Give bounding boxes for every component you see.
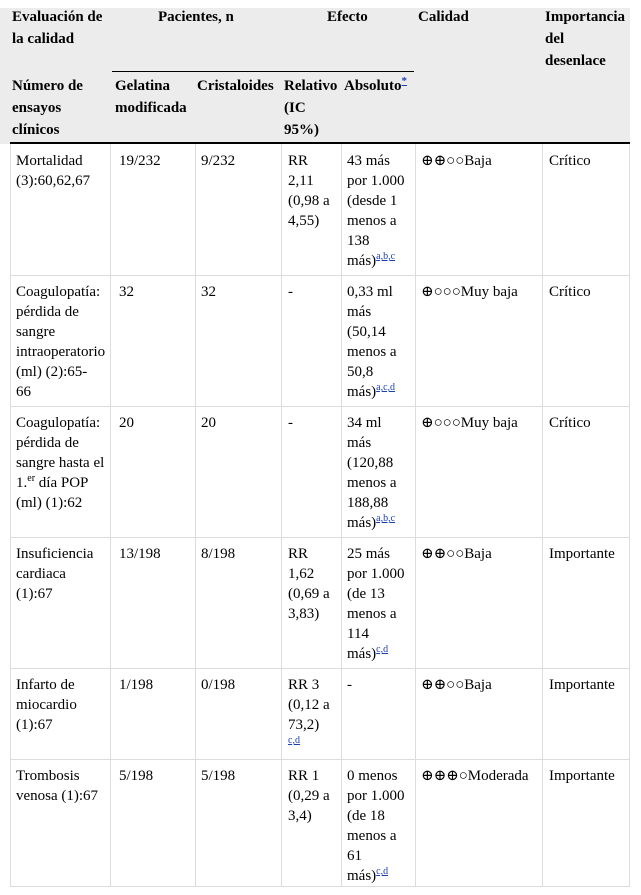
- footnote-refs-link[interactable]: a,c,d: [376, 382, 396, 393]
- header-relativo: Relativo (IC 95%): [284, 78, 338, 138]
- footnote-refs-link[interactable]: a,b,c: [376, 513, 396, 524]
- calidad-cell: ⊕○○○Muy baja: [421, 284, 518, 300]
- absoluto-cell: 0,33 ml más (50,14 menos a 50,8 más)$^{a,c,d}$: [347, 284, 397, 400]
- relativo-cell: RR 3 (0,12 a 73,2) $^{c,d}$: [288, 677, 330, 746]
- header-pacientes: Pacientes, n: [158, 9, 234, 25]
- absoluto-footnote-link[interactable]: *: [401, 75, 408, 87]
- importancia-cell: Importante: [549, 768, 615, 784]
- outcome-cell: Insuficiencia cardiaca (1):67: [16, 546, 94, 602]
- footnote-refs-link[interactable]: a,b,c: [376, 251, 396, 262]
- importancia-cell: Crítico: [549, 153, 591, 169]
- gelatina-cell: 20: [119, 415, 134, 431]
- gelatina-cell: 1/198: [119, 677, 154, 693]
- column-divider: [542, 144, 543, 887]
- outcome-cell: Trombosis venosa (1):67: [16, 768, 99, 804]
- outcome-cell: Infarto de miocardio (1):67: [16, 677, 77, 733]
- header-num-ensayos: Número de ensayos clínicos: [12, 78, 83, 138]
- header-gelatina: Gelatina modificada: [115, 78, 187, 116]
- cristaloides-cell: 9/232: [201, 153, 236, 169]
- column-divider: [195, 144, 196, 887]
- absoluto-cell: 43 más por 1.000 (desde 1 menos a 138 más)$^{a,b,c}$: [347, 153, 405, 269]
- column-divider: [110, 144, 111, 887]
- column-divider: [415, 144, 416, 887]
- row-divider: [10, 406, 630, 407]
- cristaloides-cell: 0/198: [201, 677, 236, 693]
- calidad-cell: ⊕⊕○○Baja: [421, 546, 492, 562]
- header-bottom-rule: [10, 142, 630, 144]
- header-group-rule: [112, 71, 414, 72]
- calidad-cell: ⊕⊕○○Baja: [421, 677, 492, 693]
- importancia-cell: Importante: [549, 546, 615, 562]
- importancia-cell: Crítico: [549, 284, 591, 300]
- row-divider: [10, 759, 630, 760]
- footnote-refs-link[interactable]: c,d: [376, 644, 389, 655]
- row-divider: [10, 886, 630, 887]
- cristaloides-cell: 32: [201, 284, 216, 300]
- cristaloides-cell: 20: [201, 415, 216, 431]
- cristaloides-cell: 8/198: [201, 546, 236, 562]
- header-calidad: Calidad: [418, 9, 469, 25]
- outcome-cell: Coagulopatía: pérdida de sangre hasta el 1.$^{er}$ día POP (ml) (1):62: [16, 415, 105, 511]
- header-eval-calidad: Evaluación de la calidad: [12, 9, 103, 47]
- row-divider: [10, 275, 630, 276]
- outcome-cell: Mortalidad (3):60,62,67: [16, 153, 91, 189]
- gelatina-cell: 32: [119, 284, 134, 300]
- row-divider: [10, 668, 630, 669]
- absoluto-cell: -: [347, 677, 352, 693]
- row-divider: [10, 537, 630, 538]
- absoluto-cell: 34 ml más (120,88 menos a 188,88 más)$^{a,b,c}$: [347, 415, 397, 531]
- header-importancia: Importancia del desenlace: [545, 9, 625, 69]
- relativo-cell: -: [288, 415, 293, 431]
- calidad-cell: ⊕⊕⊕○Moderada: [421, 768, 529, 784]
- column-divider: [281, 144, 282, 887]
- footnote-refs-link[interactable]: c,d: [288, 735, 300, 746]
- gelatina-cell: 19/232: [119, 153, 161, 169]
- importancia-cell: Importante: [549, 677, 615, 693]
- column-divider: [10, 144, 11, 887]
- outcome-cell: Coagulopatía: pérdida de sangre intraoperatorio (ml) (2):65- 66: [16, 284, 106, 400]
- absoluto-cell: 25 más por 1.000 (de 13 menos a 114 más)$^{c,d}$: [347, 546, 405, 662]
- header-cristaloides: Cristaloides: [197, 78, 274, 94]
- calidad-cell: ⊕○○○Muy baja: [421, 415, 518, 431]
- column-divider: [341, 144, 342, 887]
- header-efecto: Efecto: [327, 9, 368, 25]
- calidad-cell: ⊕⊕○○Baja: [421, 153, 492, 169]
- column-divider: [629, 144, 630, 887]
- gelatina-cell: 5/198: [119, 768, 154, 784]
- cristaloides-cell: 5/198: [201, 768, 236, 784]
- relativo-cell: RR 1 (0,29 a 3,4): [288, 768, 330, 824]
- relativo-cell: -: [288, 284, 293, 300]
- relativo-cell: RR 1,62 (0,69 a 3,83): [288, 546, 330, 622]
- absoluto-cell: 0 menos por 1.000 (de 18 menos a 61 más)$^{c,d}$: [347, 768, 405, 884]
- importancia-cell: Crítico: [549, 415, 591, 431]
- footnote-refs-link[interactable]: c,d: [376, 866, 389, 877]
- relativo-cell: RR 2,11 (0,98 a 4,55): [288, 153, 330, 229]
- header-absoluto: Absoluto*: [344, 75, 408, 94]
- gelatina-cell: 13/198: [119, 546, 161, 562]
